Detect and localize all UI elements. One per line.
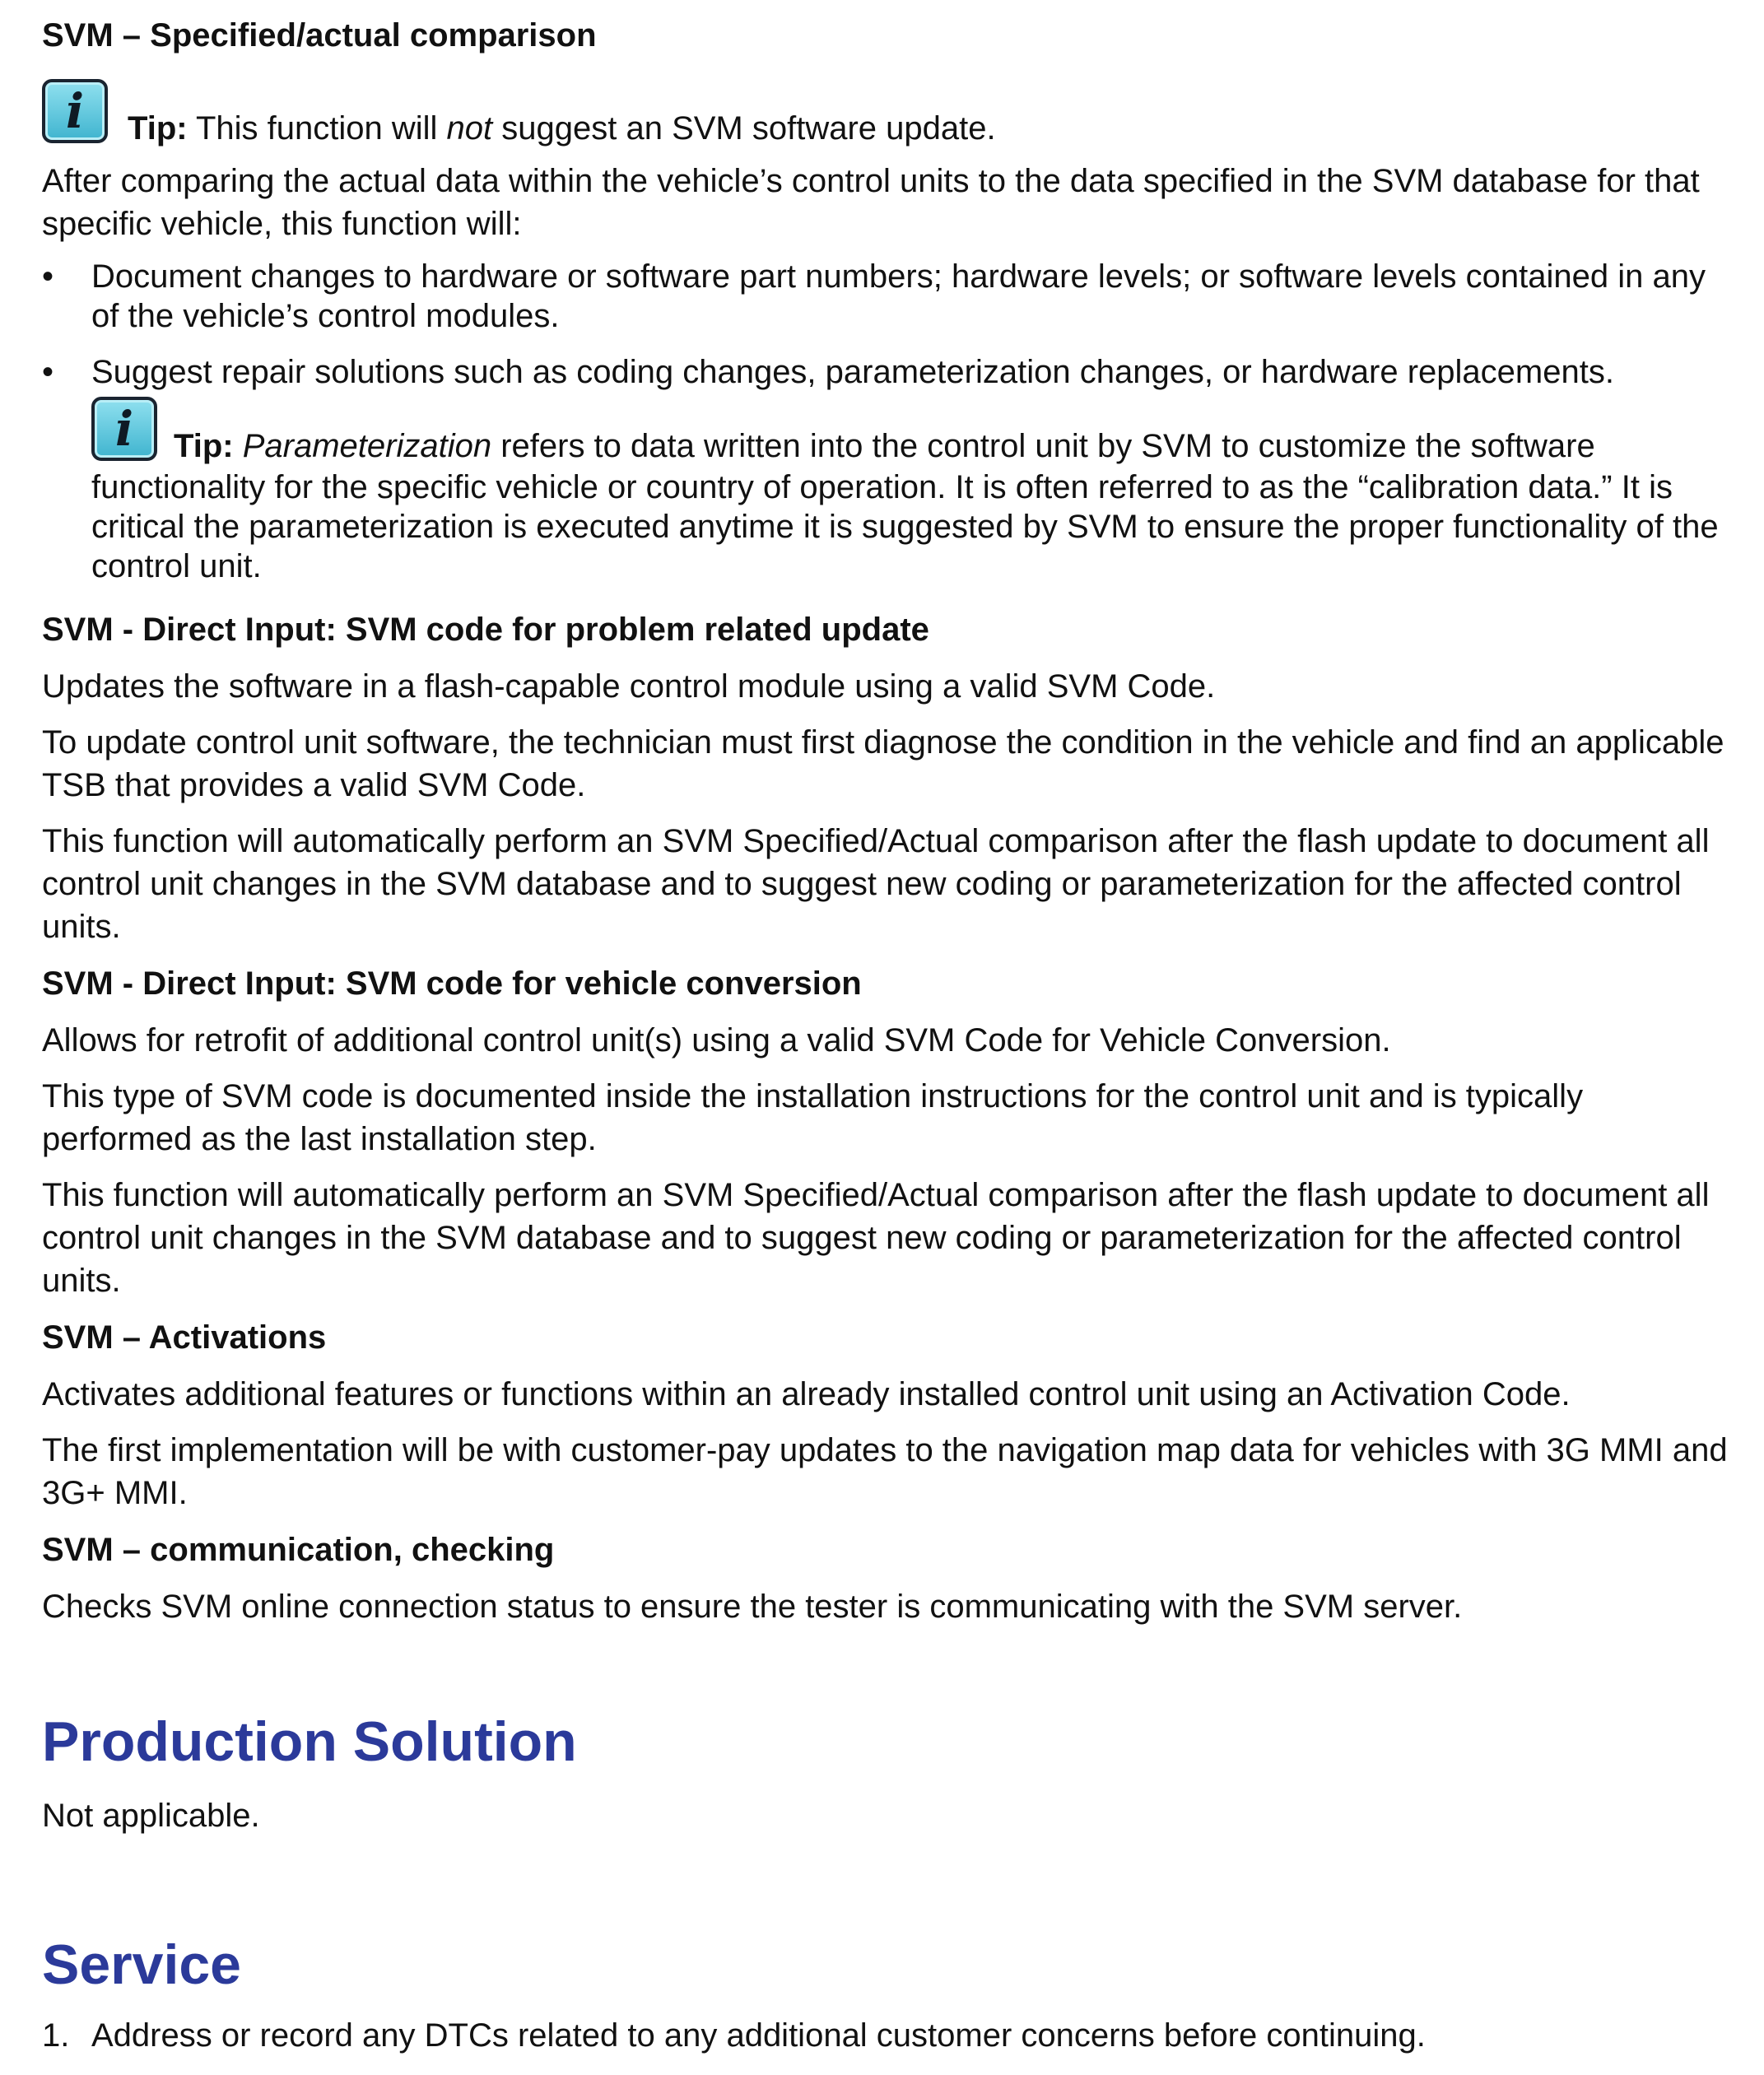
bullet-list bbox=[42, 257, 1738, 392]
section-title: Service bbox=[42, 1933, 241, 1996]
paragraph: Not applicable. bbox=[42, 1798, 260, 1834]
section-heading: SVM – communication, checking bbox=[42, 1532, 555, 1568]
intro-paragraph: After comparing the actual data within the vehicle’s control units to the data specified in the SVM database for that specific vehicle, this function will: bbox=[42, 163, 1700, 242]
tip-emphasis: not bbox=[446, 110, 493, 147]
section-vehicle-conversion bbox=[42, 963, 1738, 1302]
step-number: 1. bbox=[42, 2017, 70, 2054]
tip-note bbox=[42, 79, 1738, 147]
paragraph: Checks SVM online connection status to ensure the tester is communicating with the SVM server. bbox=[42, 1589, 1463, 1625]
section-heading: SVM – Specified/actual comparison bbox=[42, 17, 597, 54]
tip-continuation: functionality for the specific vehicle or country of operation. It is often referred to as the “calibration data.” It is critical the parameterization is executed anytime it is suggested by SVM to ensure the proper functionality of the control unit. bbox=[91, 469, 1719, 584]
paragraph: Activates additional features or functions within an already installed control unit using an Activation Code. bbox=[42, 1376, 1571, 1412]
paragraph: This type of SVM code is documented inside the installation instructions for the control unit and is typically performed as the last installation step. bbox=[42, 1078, 1584, 1157]
tip-label: Tip: bbox=[128, 110, 188, 147]
paragraph: To update control unit software, the technician must first diagnose the condition in the vehicle and find an applicable TSB that provides a valid SVM Code. bbox=[42, 724, 1724, 803]
list-item bbox=[42, 2014, 1738, 2057]
tip-label: Tip: bbox=[174, 428, 234, 464]
section-activations bbox=[42, 1317, 1738, 1514]
section-production-solution bbox=[42, 1709, 1738, 1837]
section-heading: SVM - Direct Input: SVM code for vehicle conversion bbox=[42, 965, 862, 1002]
info-icon: i bbox=[42, 79, 108, 143]
tip-emphasis: Parameterization bbox=[242, 428, 492, 464]
tip-note-parameterization bbox=[42, 397, 1738, 586]
section-heading: SVM - Direct Input: SVM code for problem related update bbox=[42, 612, 929, 648]
info-icon: i bbox=[91, 397, 157, 461]
paragraph: This function will automatically perform an SVM Specified/Actual comparison after the flash update to document all control unit changes in the SVM database and to suggest new coding or parameterization for the affected control units. bbox=[42, 1177, 1710, 1299]
section-problem-update bbox=[42, 609, 1738, 948]
service-steps bbox=[42, 2014, 1738, 2057]
section-title: Production Solution bbox=[42, 1710, 577, 1773]
section-heading: SVM – Activations bbox=[42, 1319, 327, 1356]
section-service bbox=[42, 1932, 1738, 2057]
step-text: Address or record any DTCs related to any additional customer concerns before continuing. bbox=[91, 2017, 1426, 2054]
section-specified-actual bbox=[42, 15, 1738, 586]
tip-text bbox=[128, 107, 996, 150]
paragraph: Allows for retrofit of additional control unit(s) using a valid SVM Code for Vehicle Conversion. bbox=[42, 1022, 1391, 1058]
tip-line1: refers to data written into the control unit by SVM to customize the software bbox=[491, 428, 1595, 464]
list-item: • Document changes to hardware or software part numbers; hardware levels; or software levels contained in any of the vehicle’s control modules. bbox=[42, 257, 1738, 336]
paragraph: This function will automatically perform an SVM Specified/Actual comparison after the flash update to document all control unit changes in the SVM database and to suggest new coding or parameterization for the affected control units. bbox=[42, 823, 1710, 945]
paragraph: The first implementation will be with customer-pay updates to the navigation map data for vehicles with 3G MMI and 3G+ MMI. bbox=[42, 1432, 1728, 1511]
list-item: • Suggest repair solutions such as coding changes, parameterization changes, or hardware replacements. bbox=[42, 352, 1738, 392]
section-communication bbox=[42, 1529, 1738, 1628]
tip-text bbox=[174, 425, 1595, 468]
tip-row bbox=[91, 397, 1738, 464]
tip-post: suggest an SVM software update. bbox=[492, 110, 996, 147]
paragraph: Updates the software in a flash-capable control module using a valid SVM Code. bbox=[42, 668, 1216, 705]
tip-pre: This function will bbox=[195, 110, 447, 147]
